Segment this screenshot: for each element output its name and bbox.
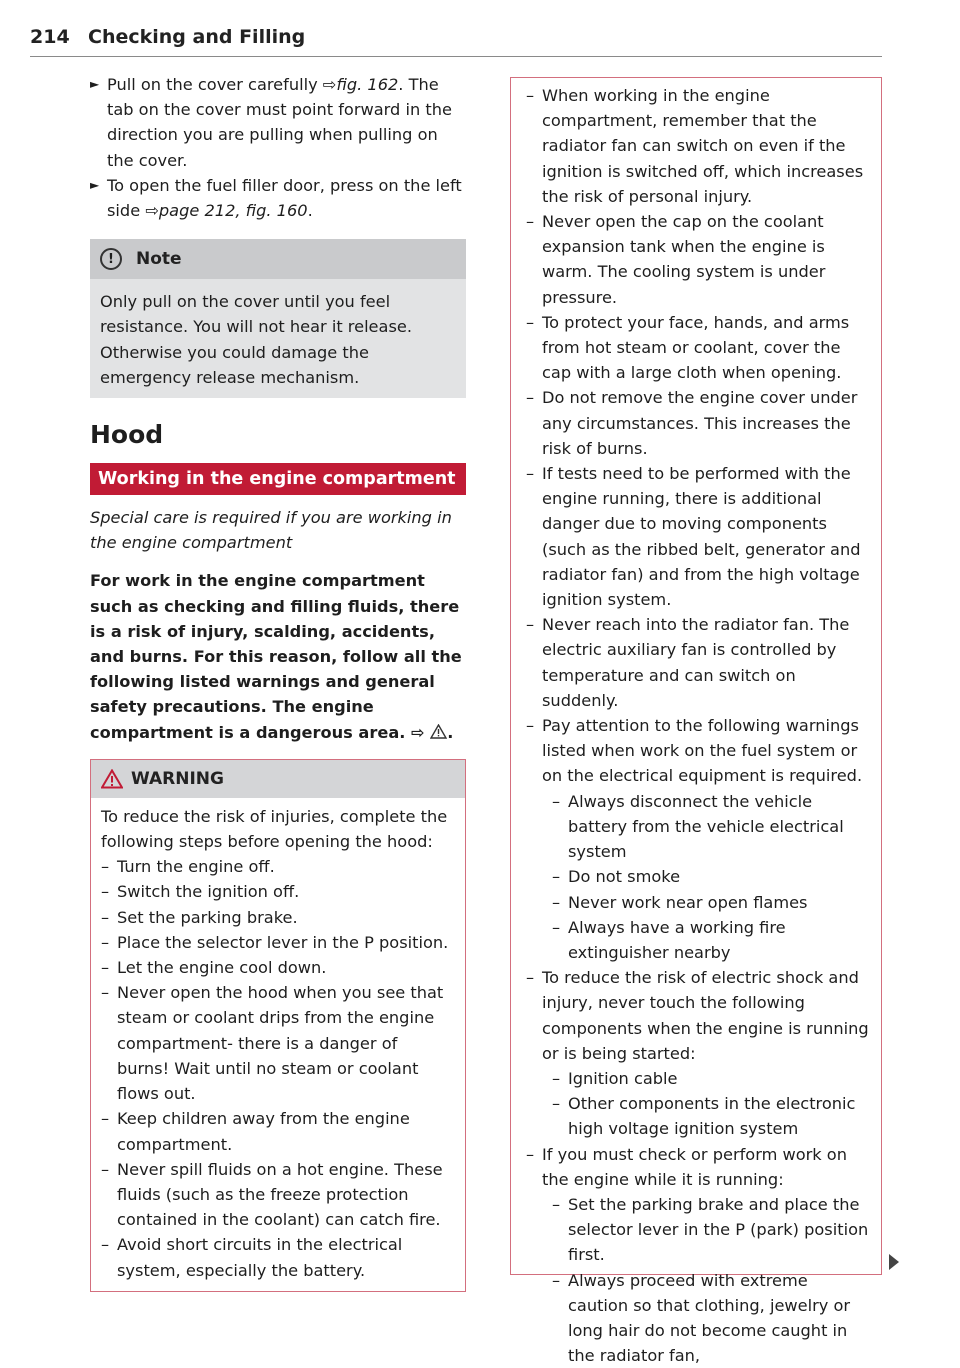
dash-marker: –	[101, 932, 110, 952]
dash-marker: –	[552, 1270, 561, 1290]
sub-list-item: – Set the parking brake and place the selector lever in the P (park) position first.	[526, 1192, 871, 1268]
dash-marker: –	[101, 857, 110, 877]
arrow-ref-icon: ⇨	[405, 722, 431, 742]
bullet-item: ► Pull on the cover carefully ⇨fig. 162. The tab on the cover must point forward in the direction you are pulling when pulling on the cover.	[90, 72, 466, 173]
dash-marker: –	[526, 212, 535, 232]
dash-marker: –	[101, 1159, 110, 1179]
sub-list-item: – Always proceed with extreme caution so that clothing, jewelry or long hair do not become caught in the radiator fan,	[526, 1268, 871, 1368]
note-title: Note	[136, 249, 182, 270]
dash-marker: –	[526, 615, 535, 635]
intro-text: Special care is required if you are working in the engine compartment	[90, 508, 452, 553]
dash-marker: –	[101, 1109, 110, 1129]
arrow-ref-icon: ⇨	[145, 201, 159, 221]
sub-list-item: – Always have a working fire extinguisher nearby	[526, 915, 871, 965]
sub-list-item: – Other components in the electronic high voltage ignition system	[526, 1091, 871, 1141]
dash-marker: –	[101, 882, 110, 902]
dash-marker: –	[552, 917, 561, 937]
dash-marker: –	[526, 716, 535, 736]
info-circle-icon: !	[100, 248, 122, 270]
page-link[interactable]: page 212, fig. 160	[158, 201, 308, 221]
list-item: – Never open the hood when you see that steam or coolant drips from the engine compartment- there is a danger of burns! Wait until no steam or coolant flows out.	[101, 980, 451, 1106]
list-item: – When working in the engine compartment, remember that the radiator fan can switch on even if the ignition is switched off, which increases the risk of personal injury.	[526, 83, 871, 209]
list-item: – Let the engine cool down.	[101, 955, 451, 980]
list-item: – If you must check or perform work on the engine while it is running:	[526, 1142, 871, 1192]
dash-marker: –	[552, 791, 561, 811]
dash-marker: –	[526, 388, 535, 408]
warning-box	[90, 759, 466, 1292]
dash-marker: –	[552, 892, 561, 912]
list-item: – To protect your face, hands, and arms from hot steam or coolant, cover the cap with a large cloth when opening.	[526, 310, 871, 386]
dash-marker: –	[552, 867, 561, 887]
bullet-marker-icon: ►	[90, 177, 100, 192]
list-item: – Turn the engine off.	[101, 854, 451, 879]
dash-marker: –	[526, 968, 535, 988]
bullet-item: ► To open the fuel filler door, press on the left side ⇨page 212, fig. 160.	[90, 173, 466, 223]
continued-arrow-icon	[888, 1253, 900, 1271]
list-item: – Do not remove the engine cover under any circumstances. This increases the risk of burns.	[526, 385, 871, 461]
list-item: – Avoid short circuits in the electrical system, especially the battery.	[101, 1232, 451, 1282]
warning-header	[91, 760, 465, 798]
right-column	[510, 77, 882, 1366]
dash-marker: –	[526, 86, 535, 105]
dash-marker: –	[101, 1235, 110, 1255]
note-body: Only pull on the cover until you feel resistance. You will not hear it release. Otherwise you could damage the emergency release mechanism.	[100, 292, 412, 387]
list-item: – Place the selector lever in the P position.	[101, 930, 451, 955]
sub-list-item: – Do not smoke	[526, 864, 871, 889]
list-item: – Set the parking brake.	[101, 905, 451, 930]
warning-triangle-icon[interactable]	[430, 724, 447, 739]
page-number: 214	[30, 26, 70, 48]
list-item: – Switch the ignition off.	[101, 879, 451, 904]
note-box	[90, 239, 466, 398]
warning-triangle-icon	[101, 769, 123, 789]
hood-heading: Hood	[90, 420, 164, 450]
bullet-marker-icon: ►	[90, 77, 100, 91]
warning-title: WARNING	[131, 768, 224, 789]
dash-marker: –	[526, 1144, 535, 1164]
list-item: – Pay attention to the following warnings listed when work on the fuel system or on the electrical equipment is required.	[526, 713, 871, 789]
sub-list-item: – Ignition cable	[526, 1066, 871, 1091]
dash-marker: –	[526, 464, 535, 484]
page-header	[30, 22, 882, 57]
dash-marker: –	[101, 983, 110, 1003]
dash-marker: –	[552, 1094, 561, 1114]
warning-list	[101, 854, 451, 1282]
list-item: – Never open the cap on the coolant expansion tank when the engine is warm. The cooling system is under pressure.	[526, 209, 871, 310]
left-column	[90, 72, 466, 1292]
figure-link[interactable]: fig. 162	[336, 75, 399, 94]
dash-marker: –	[101, 907, 110, 927]
dash-marker: –	[526, 312, 535, 332]
list-item: – Never spill fluids on a hot engine. These fluids (such as the freeze protection contained in the coolant) can catch fire.	[101, 1157, 451, 1233]
sub-list-item: – Always disconnect the vehicle battery from the vehicle electrical system	[526, 789, 871, 865]
list-item: – Keep children away from the engine compartment.	[101, 1106, 451, 1156]
dash-marker: –	[101, 958, 110, 978]
list-item: – Never reach into the radiator fan. The electric auxiliary fan is controlled by temperature and can switch on suddenly.	[526, 612, 871, 713]
list-item: – To reduce the risk of electric shock and injury, never touch the following components when the engine is running or is being started:	[526, 965, 871, 1066]
bold-paragraph: For work in the engine compartment such as checking and filling fluids, there is a risk of injury, scalding, accidents, and burns. For this reason, follow all the following listed warnings and general safety precautions. The engine compartment is a dangerous area. ⇨ .	[90, 571, 462, 742]
warning-continued-box	[510, 77, 882, 1366]
section-title: Checking and Filling	[88, 26, 306, 48]
dash-marker: –	[552, 1194, 561, 1214]
arrow-ref-icon: ⇨	[322, 75, 337, 94]
warning-lead: To reduce the risk of injuries, complete the following steps before opening the hood:	[101, 806, 448, 852]
sub-list-item: – Never work near open flames	[526, 890, 871, 915]
list-item: – If tests need to be performed with the engine running, there is additional danger due to moving components (such as the ribbed belt, generator and radiator fan) and from the high voltage ignition system.	[526, 461, 871, 612]
note-header	[90, 239, 466, 279]
subsection-bar: Working in the engine compartment	[90, 463, 466, 495]
warning-body	[91, 798, 465, 1291]
dash-marker: –	[552, 1068, 561, 1088]
